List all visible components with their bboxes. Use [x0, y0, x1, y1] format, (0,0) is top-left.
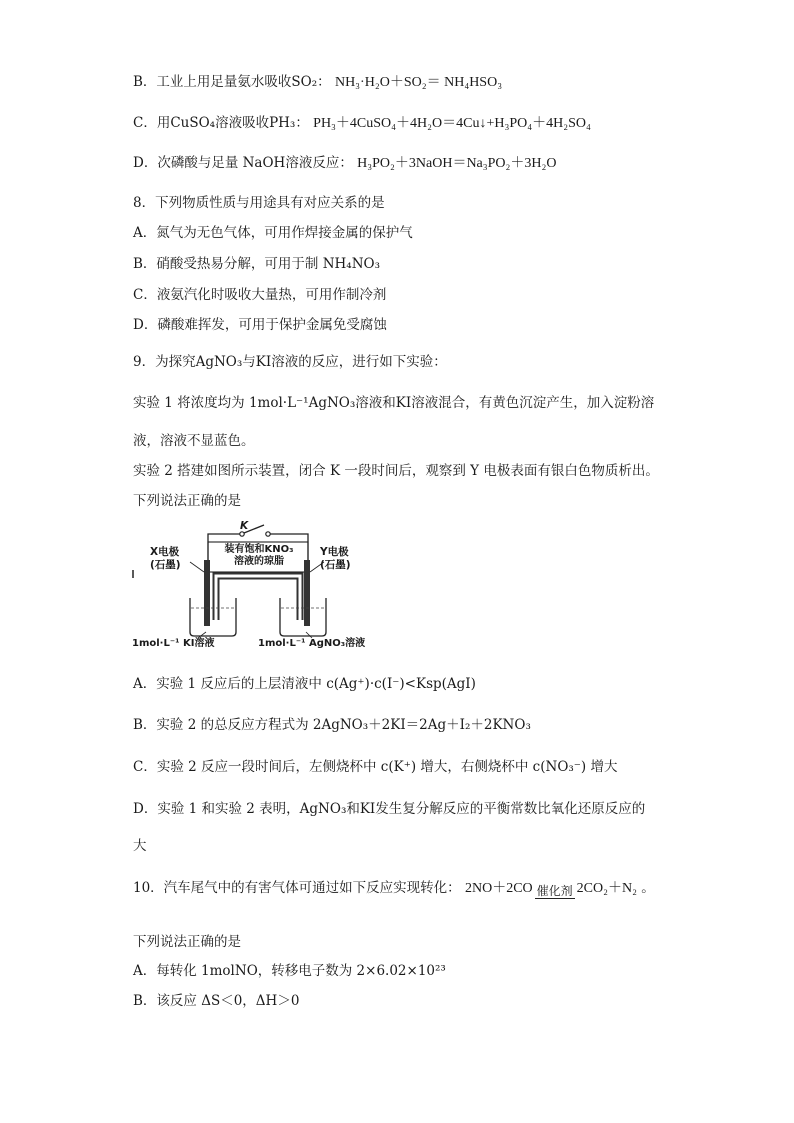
q8-option-b: B．硝酸受热易分解，可用于制 NH₄NO₃ — [133, 256, 381, 272]
cell-apparatus-svg — [128, 520, 388, 650]
q9-question: 下列说法正确的是 — [133, 493, 241, 509]
switch-label: K — [240, 520, 249, 532]
y-electrode-label-line-2: (石墨) — [320, 559, 351, 571]
x-electrode-label-line-1: X电极 — [150, 546, 180, 558]
q8-option-a: A．氮气为无色气体，可用作焊接金属的保护气 — [133, 225, 413, 241]
q7-option-b-equation: NH₃·H₂O＋SO₂＝ NH₄HSO₃ — [334, 75, 503, 90]
q10-question: 下列说法正确的是 — [133, 934, 241, 950]
q10-stem: 10．汽车尾气中的有害气体可通过如下反应实现转化： — [133, 880, 461, 896]
right-solution-label: 1mol·L⁻¹ AgNO₃溶液 — [258, 638, 366, 649]
q9-option-b: B．实验 2 的总反应方程式为 2AgNO₃＋2KI＝2Ag＋I₂＋2KNO₃ — [133, 717, 531, 733]
q9-stem: 9．为探究AgNO₃与KI溶液的反应，进行如下实验： — [133, 354, 447, 370]
q10-equation-right: 2CO₂＋N₂ — [576, 881, 637, 896]
q7-option-b — [133, 72, 502, 93]
wire-right — [268, 534, 308, 542]
q8-stem: 8．下列物质性质与用途具有对应关系的是 — [133, 195, 385, 211]
q7-option-d — [133, 153, 557, 174]
catalyst-arrow — [533, 884, 577, 899]
q9-option-d-line-1: D．实验 1 和实验 2 表明，AgNO₃和KI发生复分解反应的平衡常数比氧化还原反应的 — [133, 801, 646, 817]
q8-option-c: C．液氨汽化时吸收大量热，可用作制冷剂 — [133, 287, 387, 303]
q9-experiment-2: 实验 2 搭建如图所示装置，闭合 K 一段时间后，观察到 Y 电极表面有银白色物质析出。 — [133, 463, 659, 479]
q10-option-b: B．该反应 ΔS＜0，ΔH＞0 — [133, 993, 300, 1009]
left-solution-label: 1mol·L⁻¹ KI溶液 — [132, 638, 215, 649]
q9-option-c: C．实验 2 反应一段时间后，左侧烧杯中 c(K⁺) 增大，右侧烧杯中 c(NO₃⁻) 增大 — [133, 759, 618, 775]
salt-bridge-label — [210, 544, 308, 568]
x-electrode-label-line-2: (石墨) — [150, 559, 181, 571]
q9-option-a: A．实验 1 反应后的上层清液中 c(Ag⁺)·c(I⁻)<Ksp(AgI) — [133, 676, 476, 692]
salt-bridge-label-line-2: 溶液的琼脂 — [234, 556, 284, 567]
electrochemical-cell-diagram — [128, 520, 388, 650]
y-electrode-label — [320, 546, 351, 572]
switch-contact-right — [266, 532, 270, 536]
q7-option-c-text: C．用CuSO₄溶液吸收PH₃： — [133, 115, 309, 131]
q8-option-d: D．磷酸难挥发，可用于保护金属免受腐蚀 — [133, 317, 387, 333]
q9-experiment-1-line-1: 实验 1 将浓度均为 1mol·L⁻¹AgNO₃溶液和KI溶液混合，有黄色沉淀产生，加入淀粉溶 — [133, 395, 655, 411]
switch-contact-left — [240, 532, 244, 536]
q9-option-d-line-2: 大 — [133, 838, 147, 854]
q7-option-c-equation: PH₃＋4CuSO₄＋4H₂O＝4Cu↓+H₃PO₄＋4H₂SO₄ — [313, 116, 591, 131]
q7-option-d-text: D．次磷酸与足量 NaOH溶液反应： — [133, 155, 353, 171]
salt-bridge — [216, 576, 300, 620]
q10-option-a: A．每转化 1molNO，转移电子数为 2×6.02×10²³ — [133, 963, 446, 979]
q10-stem-line — [133, 878, 655, 899]
catalyst-label: 催化剂 — [536, 884, 573, 898]
y-electrode-label-line-1: Y电极 — [320, 546, 349, 558]
q9-experiment-1-line-2: 液，溶液不显蓝色。 — [133, 433, 255, 449]
q10-equation-left: 2NO＋2CO — [464, 881, 533, 896]
salt-bridge-label-line-1: 装有饱和KNO₃ — [224, 544, 294, 555]
q7-option-d-equation: H₃PO₂＋3NaOH＝Na₃PO₂＋3H₂O — [357, 156, 557, 171]
wire-left — [208, 534, 242, 542]
q10-end-mark: 。 — [641, 880, 655, 896]
x-electrode-label — [150, 546, 181, 572]
q7-option-c — [133, 113, 591, 134]
q7-option-b-text: B．工业上用足量氨水吸收SO₂： — [133, 74, 331, 90]
y-electrode — [304, 560, 310, 626]
x-electrode — [204, 560, 210, 626]
